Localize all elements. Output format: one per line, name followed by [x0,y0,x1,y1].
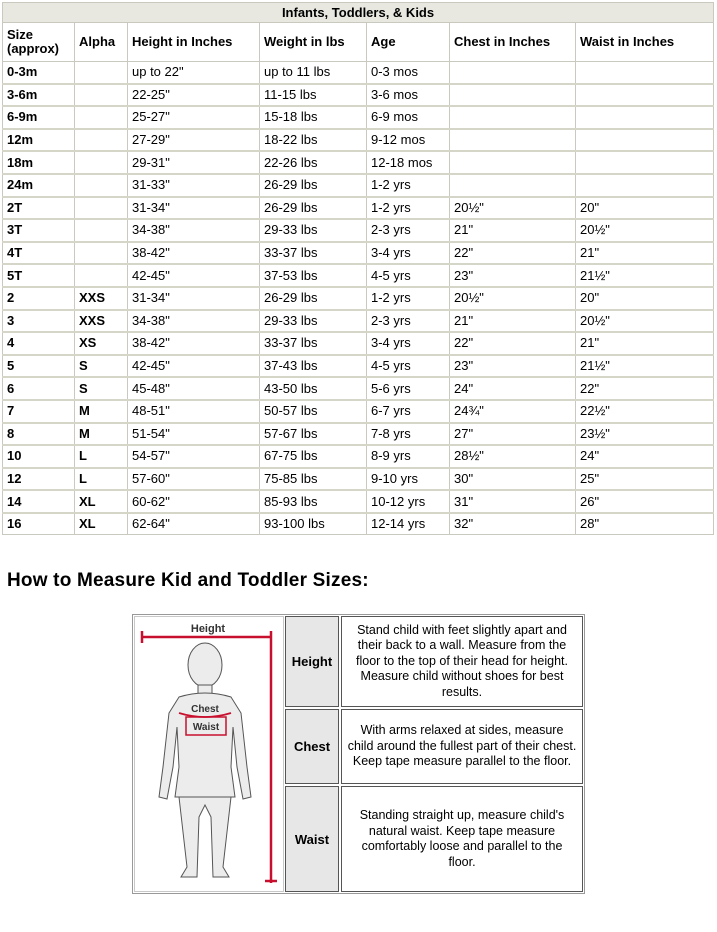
cell-chest [450,129,576,152]
cell-height: 42-45" [128,264,260,287]
cell-alpha: XL [75,490,128,513]
table-row [3,84,714,107]
cell-age: 1-2 yrs [367,197,450,220]
cell-alpha [75,84,128,107]
figure-waist-label: Waist [192,722,220,733]
cell-age: 8-9 yrs [367,445,450,468]
cell-size: 5 [3,355,75,378]
table-row [3,355,714,378]
table-row [3,264,714,287]
cell-waist: 24" [576,445,714,468]
cell-weight: 33-37 lbs [260,242,367,265]
cell-alpha [75,151,128,174]
cell-height: 57-60" [128,468,260,491]
cell-weight: up to 11 lbs [260,62,367,84]
cell-alpha: S [75,377,128,400]
cell-chest: 30" [450,468,576,491]
cell-size: 8 [3,423,75,446]
figure-height-label: Height [190,623,226,635]
cell-weight: 85-93 lbs [260,490,367,513]
cell-age: 9-12 mos [367,129,450,152]
cell-age: 5-6 yrs [367,377,450,400]
cell-weight: 18-22 lbs [260,129,367,152]
cell-size: 18m [3,151,75,174]
table-row [3,106,714,129]
cell-waist [576,62,714,84]
cell-height: 45-48" [128,377,260,400]
cell-height: 31-34" [128,287,260,310]
cell-chest: 22" [450,332,576,355]
cell-size: 0-3m [3,62,75,84]
col-header-age: Age [367,23,450,62]
cell-height: 60-62" [128,490,260,513]
cell-weight: 15-18 lbs [260,106,367,129]
cell-waist: 22½" [576,400,714,423]
cell-age: 3-6 mos [367,84,450,107]
cell-waist: 21½" [576,355,714,378]
cell-chest: 28½" [450,445,576,468]
cell-alpha [75,197,128,220]
chart-body [3,23,714,535]
cell-weight: 22-26 lbs [260,151,367,174]
cell-chest [450,106,576,129]
cell-age: 6-9 mos [367,106,450,129]
cell-size: 3-6m [3,84,75,107]
cell-size: 6 [3,377,75,400]
cell-age: 9-10 yrs [367,468,450,491]
measure-text-waist: Standing straight up, measure child's natural waist. Keep tape measure comfortably loose and parallel to the floor. [341,786,583,892]
cell-alpha: XL [75,513,128,535]
table-row [3,310,714,333]
col-header-size: Size (approx) [3,23,75,62]
cell-chest: 24¾" [450,400,576,423]
cell-height: 51-54" [128,423,260,446]
cell-alpha [75,106,128,129]
cell-weight: 26-29 lbs [260,287,367,310]
cell-chest: 23" [450,355,576,378]
cell-size: 4T [3,242,75,265]
cell-height: 34-38" [128,310,260,333]
table-row [3,445,714,468]
figure-chest-label: Chest [191,704,219,715]
col-header-waist: Waist in Inches [576,23,714,62]
cell-age: 3-4 yrs [367,332,450,355]
cell-height: 29-31" [128,151,260,174]
cell-alpha: L [75,468,128,491]
table-row [3,242,714,265]
cell-age: 12-18 mos [367,151,450,174]
measure-row-waist [285,786,583,892]
cell-size: 6-9m [3,106,75,129]
cell-age: 6-7 yrs [367,400,450,423]
cell-height: 62-64" [128,513,260,535]
cell-age: 2-3 yrs [367,219,450,242]
cell-age: 12-14 yrs [367,513,450,535]
table-row [3,197,714,220]
cell-age: 3-4 yrs [367,242,450,265]
cell-weight: 67-75 lbs [260,445,367,468]
cell-waist [576,106,714,129]
cell-size: 3 [3,310,75,333]
cell-weight: 29-33 lbs [260,219,367,242]
col-header-chest: Chest in Inches [450,23,576,62]
cell-age: 0-3 mos [367,62,450,84]
cell-height: 25-27" [128,106,260,129]
cell-weight: 93-100 lbs [260,513,367,535]
cell-waist: 21" [576,332,714,355]
cell-size: 2T [3,197,75,220]
cell-size: 16 [3,513,75,535]
child-silhouette-icon [135,617,283,891]
cell-waist: 21½" [576,264,714,287]
cell-weight: 50-57 lbs [260,400,367,423]
cell-chest: 20½" [450,287,576,310]
cell-age: 4-5 yrs [367,355,450,378]
cell-weight: 29-33 lbs [260,310,367,333]
table-row [3,332,714,355]
measure-text-height: Stand child with feet slightly apart and their back to a wall. Measure from the floor to the top of their head for height. Measure child without shoes for best results. [341,616,583,707]
cell-alpha [75,219,128,242]
cell-height: up to 22" [128,62,260,84]
cell-alpha [75,242,128,265]
cell-age: 4-5 yrs [367,264,450,287]
cell-size: 24m [3,174,75,197]
cell-weight: 57-67 lbs [260,423,367,446]
cell-size: 10 [3,445,75,468]
cell-height: 27-29" [128,129,260,152]
cell-waist: 25" [576,468,714,491]
cell-age: 10-12 yrs [367,490,450,513]
cell-weight: 37-43 lbs [260,355,367,378]
cell-chest: 20½" [450,197,576,220]
table-row [3,377,714,400]
cell-alpha: XXS [75,310,128,333]
cell-chest [450,174,576,197]
cell-chest: 31" [450,490,576,513]
cell-alpha: S [75,355,128,378]
cell-size: 12 [3,468,75,491]
col-header-height: Height in Inches [128,23,260,62]
cell-size: 14 [3,490,75,513]
table-row [3,174,714,197]
cell-age: 1-2 yrs [367,287,450,310]
cell-height: 42-45" [128,355,260,378]
table-row [3,151,714,174]
cell-alpha [75,129,128,152]
measure-panel [132,614,585,894]
cell-height: 38-42" [128,242,260,265]
size-chart-table [2,2,714,535]
cell-chest [450,84,576,107]
chart-header-row [3,23,714,62]
cell-height: 31-34" [128,197,260,220]
cell-size: 2 [3,287,75,310]
cell-waist: 26" [576,490,714,513]
cell-weight: 75-85 lbs [260,468,367,491]
cell-waist: 28" [576,513,714,535]
cell-age: 7-8 yrs [367,423,450,446]
table-row [3,513,714,535]
table-row [3,468,714,491]
cell-waist [576,174,714,197]
cell-waist: 20½" [576,219,714,242]
table-row [3,490,714,513]
cell-height: 48-51" [128,400,260,423]
measure-row-height [285,616,583,707]
cell-chest [450,151,576,174]
cell-size: 4 [3,332,75,355]
cell-waist: 20" [576,287,714,310]
child-measure-figure [134,616,284,892]
measure-label-chest: Chest [285,709,339,784]
cell-weight: 33-37 lbs [260,332,367,355]
cell-waist: 20" [576,197,714,220]
cell-size: 12m [3,129,75,152]
cell-chest: 24" [450,377,576,400]
cell-weight: 26-29 lbs [260,174,367,197]
cell-height: 31-33" [128,174,260,197]
cell-alpha [75,62,128,84]
cell-waist: 21" [576,242,714,265]
table-row [3,287,714,310]
cell-waist [576,129,714,152]
cell-waist [576,151,714,174]
measure-section-title: How to Measure Kid and Toddler Sizes: [7,570,369,591]
cell-age: 2-3 yrs [367,310,450,333]
cell-waist [576,84,714,107]
cell-size: 5T [3,264,75,287]
table-row [3,219,714,242]
col-header-weight: Weight in lbs [260,23,367,62]
table-row [3,400,714,423]
cell-height: 38-42" [128,332,260,355]
cell-height: 54-57" [128,445,260,468]
cell-waist: 20½" [576,310,714,333]
cell-height: 22-25" [128,84,260,107]
col-header-alpha: Alpha [75,23,128,62]
cell-alpha: XXS [75,287,128,310]
cell-weight: 11-15 lbs [260,84,367,107]
measure-label-waist: Waist [285,786,339,892]
cell-weight: 26-29 lbs [260,197,367,220]
cell-chest: 21" [450,310,576,333]
measure-row-chest [285,709,583,784]
cell-chest: 22" [450,242,576,265]
chart-title: Infants, Toddlers, & Kids [3,3,714,23]
cell-alpha [75,264,128,287]
table-row [3,423,714,446]
cell-weight: 37-53 lbs [260,264,367,287]
cell-chest: 23" [450,264,576,287]
cell-waist: 22" [576,377,714,400]
table-row [3,129,714,152]
cell-age: 1-2 yrs [367,174,450,197]
cell-alpha: L [75,445,128,468]
table-row [3,62,714,84]
cell-chest: 21" [450,219,576,242]
cell-size: 7 [3,400,75,423]
measure-label-height: Height [285,616,339,707]
cell-height: 34-38" [128,219,260,242]
cell-chest: 27" [450,423,576,446]
cell-weight: 43-50 lbs [260,377,367,400]
cell-chest: 32" [450,513,576,535]
cell-chest [450,62,576,84]
cell-waist: 23½" [576,423,714,446]
measure-text-chest: With arms relaxed at sides, measure child around the fullest part of their chest. Keep tape measure parallel to the floor. [341,709,583,784]
cell-alpha: M [75,423,128,446]
cell-alpha [75,174,128,197]
cell-alpha: M [75,400,128,423]
cell-alpha: XS [75,332,128,355]
cell-size: 3T [3,219,75,242]
